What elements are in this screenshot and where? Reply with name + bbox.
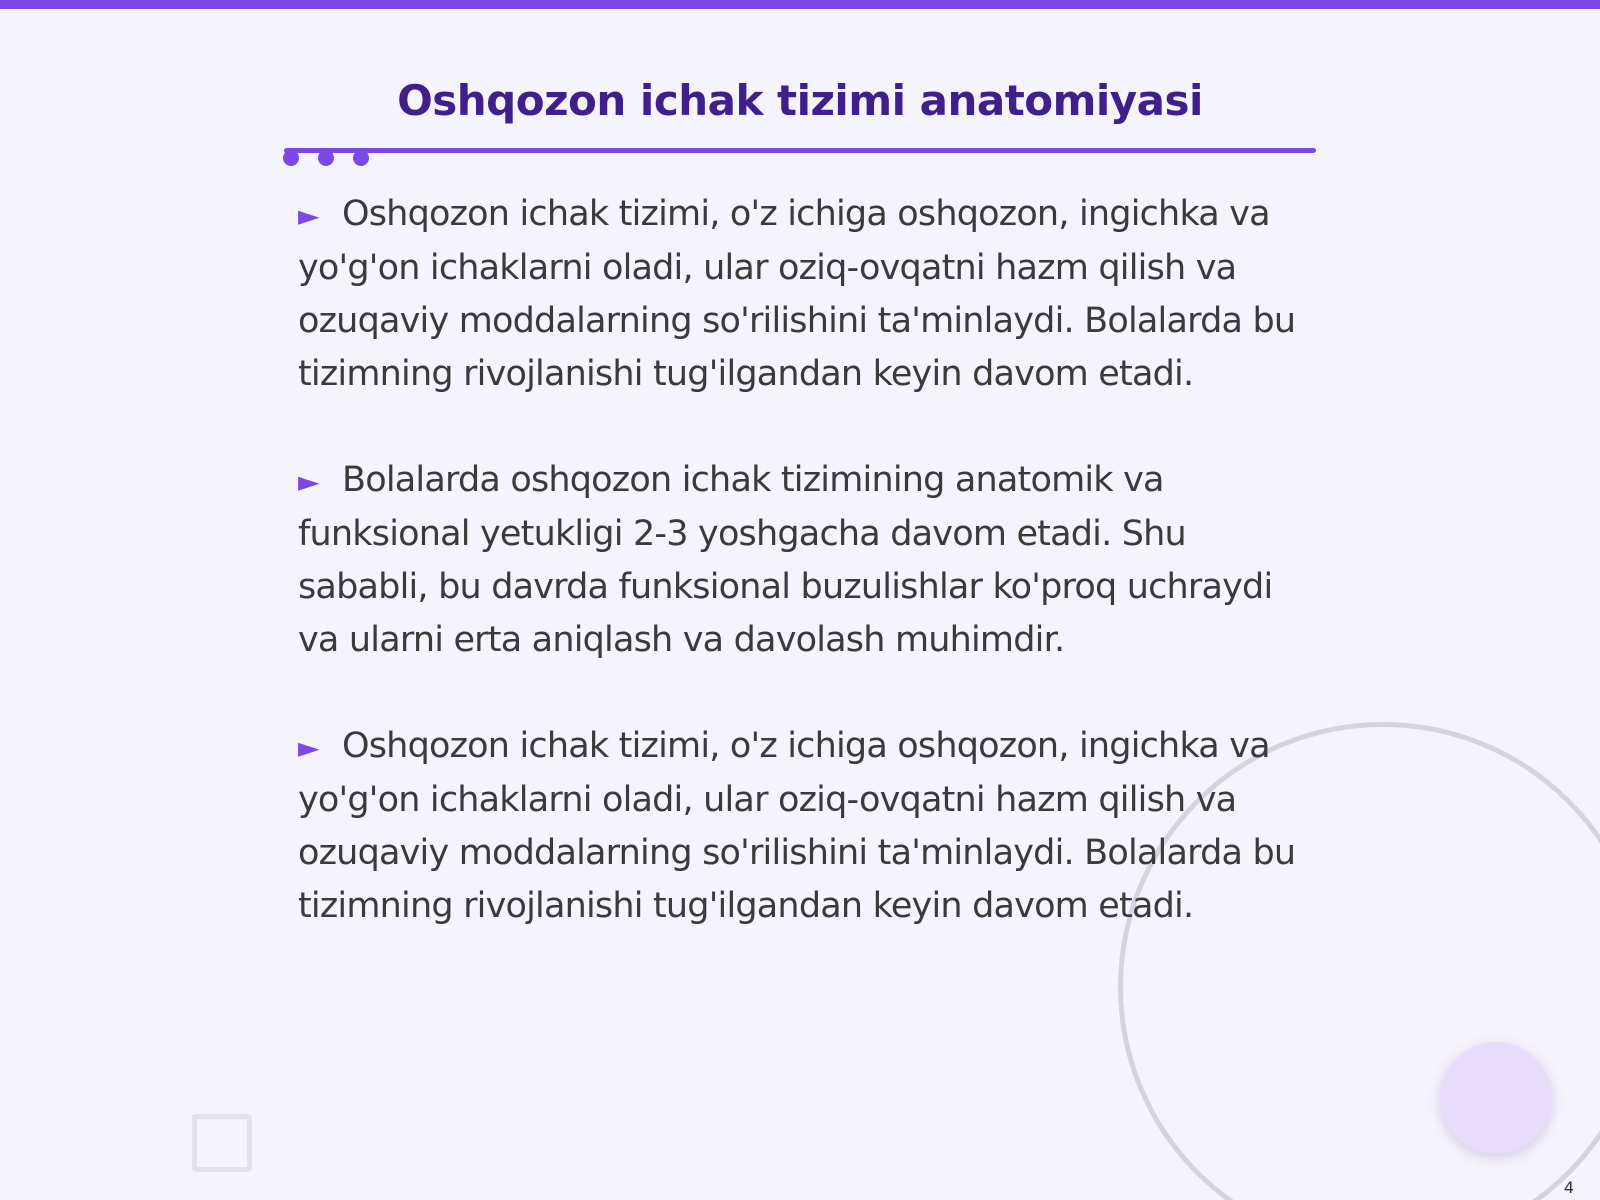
slide-title: Oshqozon ichak tizimi anatomiyasi bbox=[397, 76, 1203, 125]
bullet-item bbox=[298, 454, 1308, 667]
bullet-text: Oshqozon ichak tizimi, o'z ichiga oshqozon, ingichka va yo'g'on ichaklarni oladi, ular oziq-ovqatni hazm qilish va ozuqaviy moddalarning so'rilishini ta'minlaydi. Bolalarda bu tizimning rivojlanishi tug'ilgandan keyin davom etadi. bbox=[298, 194, 1296, 394]
decorative-dot bbox=[353, 150, 369, 166]
bullet-text: Oshqozon ichak tizimi, o'z ichiga oshqozon, ingichka va yo'g'on ichaklarni oladi, ular oziq-ovqatni hazm qilish va ozuqaviy moddalarning so'rilishini ta'minlaydi. Bolalarda bu tizimning rivojlanishi tug'ilgandan keyin davom etadi. bbox=[298, 726, 1296, 926]
triangle-bullet-icon: ► bbox=[298, 731, 319, 764]
bullet-list bbox=[298, 188, 1308, 986]
bullet-item bbox=[298, 720, 1308, 933]
decorative-dot bbox=[318, 150, 334, 166]
decorative-dot bbox=[283, 150, 299, 166]
triangle-bullet-icon: ► bbox=[298, 199, 319, 232]
triangle-bullet-icon: ► bbox=[298, 465, 319, 498]
decorative-circle bbox=[1440, 1042, 1552, 1154]
decorative-square bbox=[192, 1114, 252, 1172]
bullet-item bbox=[298, 188, 1308, 401]
page-number: 4 bbox=[1563, 1178, 1574, 1197]
top-accent-bar bbox=[0, 0, 1600, 9]
title-underline bbox=[284, 148, 1316, 153]
bullet-text: Bolalarda oshqozon ichak tizimining anatomik va funksional yetukligi 2-3 yoshgacha davom etadi. Shu sababli, bu davrda funksional buzulishlar ko'proq uchraydi va ularni erta aniqlash va davolash muhimdir. bbox=[298, 460, 1273, 660]
